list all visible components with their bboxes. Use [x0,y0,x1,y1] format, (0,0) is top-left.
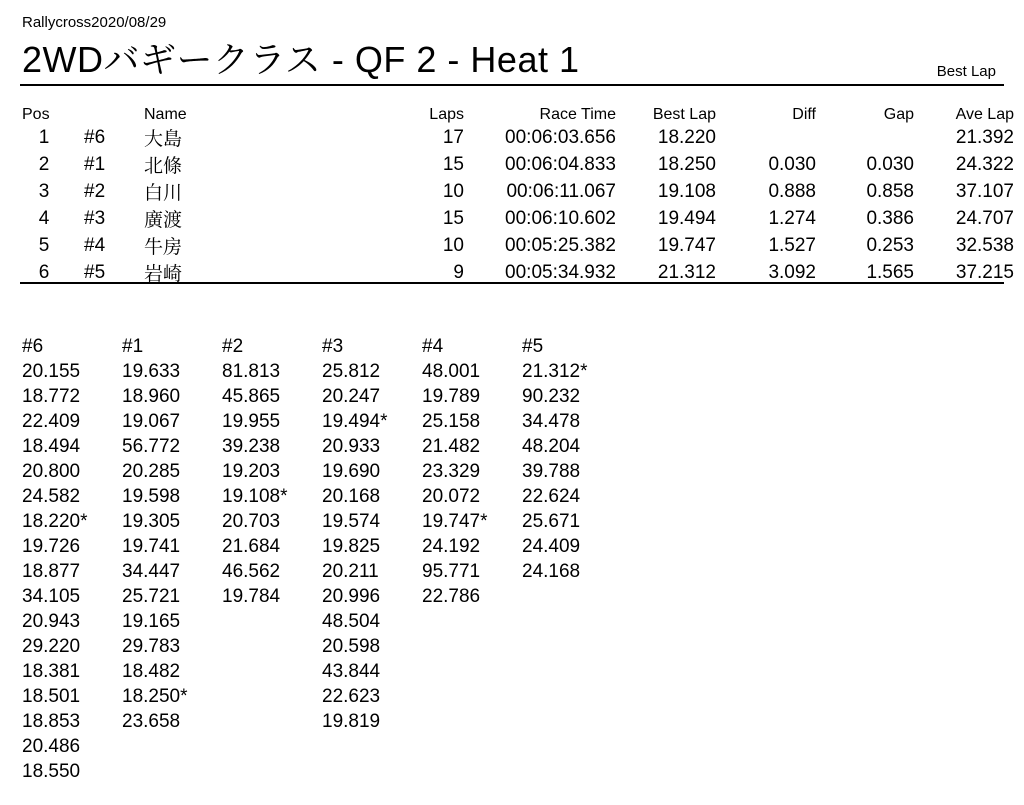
result-gap: 1.565 [866,261,914,283]
lap-time: 25.721 [122,586,181,607]
lap-time: 19.819 [322,711,381,732]
lap-column [422,336,522,786]
result-race-time: 00:06:10.602 [505,207,616,229]
results-table [22,102,1014,286]
results-divider [20,282,1004,284]
lap-time: 20.247 [322,386,381,407]
lap-time: 24.168 [522,561,581,582]
result-ave-lap: 24.707 [955,207,1014,229]
result-row [22,232,1014,259]
lap-time: 95.771 [422,561,481,582]
results-body [22,124,1014,286]
lap-time: 20.285 [122,461,181,482]
lap-time: 22.786 [422,586,481,607]
result-laps: 10 [442,180,464,202]
lap-column [122,336,222,786]
lap-column [222,336,322,786]
lap-time: 46.562 [222,561,281,582]
lap-time: 20.486 [22,736,81,757]
lap-time: 18.494 [22,436,81,457]
lap-time: 20.800 [22,461,81,482]
result-car: #6 [84,126,106,148]
lap-time: 90.232 [522,386,581,407]
result-gap: 0.253 [866,234,914,256]
result-pos: 3 [38,180,50,202]
lap-time: 19.726 [22,536,81,557]
result-pos: 6 [38,261,50,283]
lap-time: 19.741 [122,536,181,557]
result-row [22,151,1014,178]
lap-time: 39.238 [222,436,281,457]
lap-time: 24.582 [22,486,81,507]
result-gap: 0.386 [866,207,914,229]
lap-time: 19.690 [322,461,381,482]
result-car: #3 [84,207,106,229]
lap-time: 20.155 [22,361,81,382]
result-name: 大島 [144,129,183,150]
lap-time: 29.220 [22,636,81,657]
lap-time: 22.624 [522,486,581,507]
result-best-lap: 19.747 [657,234,716,256]
result-race-time: 00:05:34.932 [505,261,616,283]
lap-time: 19.784 [222,586,281,607]
col-diff-header: Diff [792,106,816,123]
result-name: 岩崎 [144,264,183,285]
lap-time: 19.305 [122,511,181,532]
lap-time: 19.825 [322,536,381,557]
lap-time: 24.192 [422,536,481,557]
lap-time: 19.598 [122,486,181,507]
lap-time: 24.409 [522,536,581,557]
lap-time: 22.409 [22,411,81,432]
result-laps: 9 [453,261,464,283]
lap-time: 20.211 [322,561,379,582]
lap-time: 25.158 [422,411,481,432]
lap-time: 21.482 [422,436,481,457]
lap-time: 48.204 [522,436,581,457]
result-diff: 0.030 [768,153,816,175]
lap-time: 20.933 [322,436,381,457]
result-car: #1 [84,153,106,175]
result-diff: 0.888 [768,180,816,202]
lap-column-car: #2 [222,336,244,357]
lap-time: 19.067 [122,411,181,432]
lap-time: 19.494* [322,411,388,432]
lap-time: 20.072 [422,486,481,507]
result-gap [816,124,914,151]
best-lap-label: Best Lap [936,63,996,80]
lap-time: 23.329 [422,461,481,482]
lap-time: 19.108* [222,486,288,507]
lap-time: 25.812 [322,361,381,382]
result-laps: 17 [442,126,464,148]
lap-time: 18.853 [22,711,81,732]
result-ave-lap: 37.107 [955,180,1014,202]
result-laps: 15 [442,153,464,175]
result-laps: 15 [442,207,464,229]
lap-time: 22.623 [322,686,381,707]
result-pos: 4 [38,207,50,229]
lap-time: 19.574 [322,511,381,532]
lap-time: 18.877 [22,561,81,582]
result-gap: 0.030 [866,153,914,175]
page-title: 2WDバギークラス - QF 2 - Heat 1 [22,39,580,80]
lap-time: 18.550 [22,761,81,782]
lap-time: 56.772 [122,436,181,457]
lap-column-car: #3 [322,336,344,357]
lap-time: 20.703 [222,511,281,532]
result-row [22,178,1014,205]
result-pos: 2 [38,153,50,175]
lap-time: 19.203 [222,461,281,482]
lap-time: 18.501 [22,686,81,707]
lap-column-car: #4 [422,336,444,357]
result-best-lap: 19.108 [657,180,716,202]
lap-time: 19.747* [422,511,488,532]
lap-column [322,336,422,786]
results-header-row [22,102,1014,124]
result-best-lap: 18.220 [657,126,716,148]
lap-time: 19.789 [422,386,481,407]
result-ave-lap: 21.392 [955,126,1014,148]
lap-time: 19.955 [222,411,281,432]
lap-time: 18.960 [122,386,181,407]
result-ave-lap: 24.322 [955,153,1014,175]
result-name: 廣渡 [144,210,183,231]
lap-time: 19.633 [122,361,181,382]
lap-time: 18.772 [22,386,81,407]
lap-time: 45.865 [222,386,281,407]
result-name: 白川 [144,183,183,204]
lap-time: 20.996 [322,586,381,607]
lap-time: 18.381 [22,661,81,682]
result-name: 北條 [144,156,183,177]
lap-time: 39.788 [522,461,581,482]
result-pos: 5 [38,234,50,256]
col-car-header [66,102,144,124]
result-diff: 1.527 [768,234,816,256]
lap-time: 48.504 [322,611,381,632]
header-divider [20,84,1004,86]
lap-time: 34.447 [122,561,181,582]
lap-time: 18.220* [22,511,88,532]
lap-time: 81.813 [222,361,281,382]
lap-column-car: #1 [122,336,144,357]
result-best-lap: 21.312 [657,261,716,283]
lap-time: 25.671 [522,511,581,532]
result-pos: 1 [38,126,50,148]
result-best-lap: 19.494 [657,207,716,229]
col-name-header: Name [144,106,187,123]
result-diff [716,124,816,151]
lap-time: 20.598 [322,636,381,657]
lap-time: 20.168 [322,486,381,507]
lap-time: 29.783 [122,636,181,657]
lap-column [22,336,122,786]
result-best-lap: 18.250 [657,153,716,175]
col-ave-lap-header: Ave Lap [955,106,1014,123]
lap-time: 19.165 [122,611,181,632]
lap-times-grid [22,336,622,786]
lap-column [522,336,622,786]
result-car: #4 [84,234,106,256]
col-best-lap-header: Best Lap [652,106,716,123]
col-gap-header: Gap [883,106,914,123]
lap-time: 21.684 [222,536,281,557]
result-car: #5 [84,261,106,283]
lap-column-car: #5 [522,336,544,357]
col-laps-header: Laps [429,106,464,123]
result-ave-lap: 32.538 [955,234,1014,256]
lap-time: 18.250* [122,686,188,707]
col-pos-header: Pos [22,106,50,123]
result-row [22,124,1014,151]
result-race-time: 00:06:03.656 [505,126,616,148]
lap-time: 34.478 [522,411,581,432]
result-diff: 3.092 [768,261,816,283]
lap-time: 43.844 [322,661,381,682]
lap-time: 48.001 [422,361,481,382]
lap-time: 21.312* [522,361,588,382]
lap-time: 34.105 [22,586,81,607]
lap-time: 18.482 [122,661,181,682]
result-name: 牛房 [144,237,183,258]
result-gap: 0.858 [866,180,914,202]
lap-time: 20.943 [22,611,81,632]
result-car: #2 [84,180,106,202]
result-diff: 1.274 [768,207,816,229]
result-race-time: 00:06:04.833 [505,153,616,175]
result-race-time: 00:05:25.382 [505,234,616,256]
lap-time: 23.658 [122,711,181,732]
col-race-time-header: Race Time [539,106,616,123]
result-ave-lap: 37.215 [955,261,1014,283]
event-label: Rallycross2020/08/29 [22,14,167,31]
result-race-time: 00:06:11.067 [506,180,616,202]
result-row [22,205,1014,232]
result-laps: 10 [442,234,464,256]
lap-column-car: #6 [22,336,44,357]
